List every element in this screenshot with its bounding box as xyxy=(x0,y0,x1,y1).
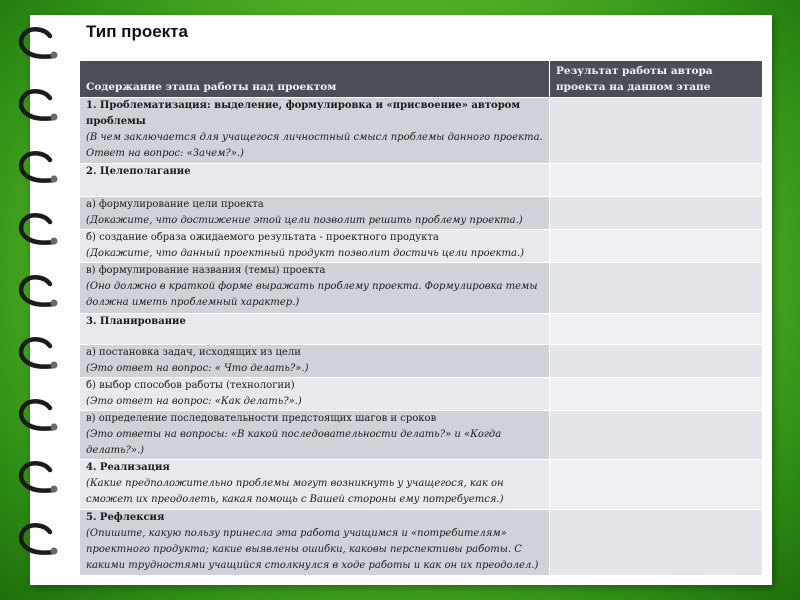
stage-note: (Опишите, какую пользу принесла эта работа учащимся и «потребителям» проектного продукта; какие выявлены ошибки, каковы перспективы работы. С какими трудностями учащийся столкнулся в ходе работы и как он их преодолел.) xyxy=(86,528,539,571)
stage-heading: 1. Проблематизация: выделение, формулировка и «присвоение» автором проблемы xyxy=(86,100,521,127)
stage-text: в) формулирование названия (темы) проекта xyxy=(86,265,326,276)
stage-note: (Докажите, что достижение этой цели позволит решить проблему проекта.) xyxy=(86,215,523,226)
stage-cell xyxy=(80,411,550,460)
stage-heading: 3. Планирование xyxy=(86,316,186,327)
stage-cell xyxy=(80,197,550,230)
column-header-stage-content: Содержание этапа работы над проектом xyxy=(80,61,550,98)
stage-note: (Это ответ на вопрос: « Что делать?».) xyxy=(86,363,309,374)
stage-text: б) создание образа ожидаемого результата - проектного продукта xyxy=(86,232,439,243)
binder-ring-icon xyxy=(14,274,60,310)
stage-cell xyxy=(80,345,550,378)
binder-ring-icon xyxy=(14,398,60,434)
result-cell[interactable] xyxy=(550,98,763,164)
stage-cell xyxy=(80,263,550,314)
stage-note: (В чем заключается для учащегося личностный смысл проблемы данного проекта. Ответ на вопрос: «Зачем?».) xyxy=(86,132,543,159)
result-cell[interactable] xyxy=(550,411,763,460)
stage-text: а) формулирование цели проекта xyxy=(86,199,264,210)
stage-text: б) выбор способов работы (технологии) xyxy=(86,380,295,391)
stage-note: (Это ответы на вопросы: «В какой последовательности делать?» и «Когда делать?».) xyxy=(86,429,502,456)
stage-note: (Это ответ на вопрос: «Как делать?».) xyxy=(86,396,302,407)
stage-cell xyxy=(80,378,550,411)
stage-cell xyxy=(80,230,550,263)
stage-note: (Докажите, что данный проектный продукт позволит достичь цели проекта.) xyxy=(86,248,525,259)
stage-cell xyxy=(80,460,550,510)
result-cell[interactable] xyxy=(550,164,763,197)
stage-cell xyxy=(80,98,550,164)
result-cell[interactable] xyxy=(550,197,763,230)
stage-text: в) определение последовательности предстоящих шагов и сроков xyxy=(86,413,437,424)
binder-ring-icon xyxy=(14,460,60,496)
project-stages-table xyxy=(79,60,763,576)
stage-heading: 2. Целеполагание xyxy=(86,166,191,177)
result-cell[interactable] xyxy=(550,378,763,411)
result-cell[interactable] xyxy=(550,314,763,345)
binder-ring-icon xyxy=(14,26,60,62)
stage-heading: 5. Рефлексия xyxy=(86,512,165,523)
result-cell[interactable] xyxy=(550,263,763,314)
result-cell[interactable] xyxy=(550,230,763,263)
result-cell[interactable] xyxy=(550,460,763,510)
stage-heading: 4. Реализация xyxy=(86,462,170,473)
stage-cell xyxy=(80,510,550,576)
result-cell[interactable] xyxy=(550,345,763,378)
page-title: Тип проекта xyxy=(86,22,188,41)
result-cell[interactable] xyxy=(550,510,763,576)
binder-ring-icon xyxy=(14,212,60,248)
stage-note: (Какие предположительно проблемы могут возникнуть у учащегося, как он сможет их преодолеть, какая помощь с Вашей стороны ему потребуется.) xyxy=(86,478,504,505)
binder-ring-icon xyxy=(14,150,60,186)
binder-ring-icon xyxy=(14,522,60,558)
stage-cell xyxy=(80,314,550,345)
stage-cell xyxy=(80,164,550,197)
stage-text: а) постановка задач, исходящих из цели xyxy=(86,347,301,358)
column-header-author-result: Результат работы автора проекта на данном этапе xyxy=(550,61,763,98)
binder-ring-icon xyxy=(14,88,60,124)
stage-note: (Оно должно в краткой форме выражать проблему проекта. Формулировка темы должна иметь проблемный характер.) xyxy=(86,281,538,308)
binder-ring-icon xyxy=(14,336,60,372)
